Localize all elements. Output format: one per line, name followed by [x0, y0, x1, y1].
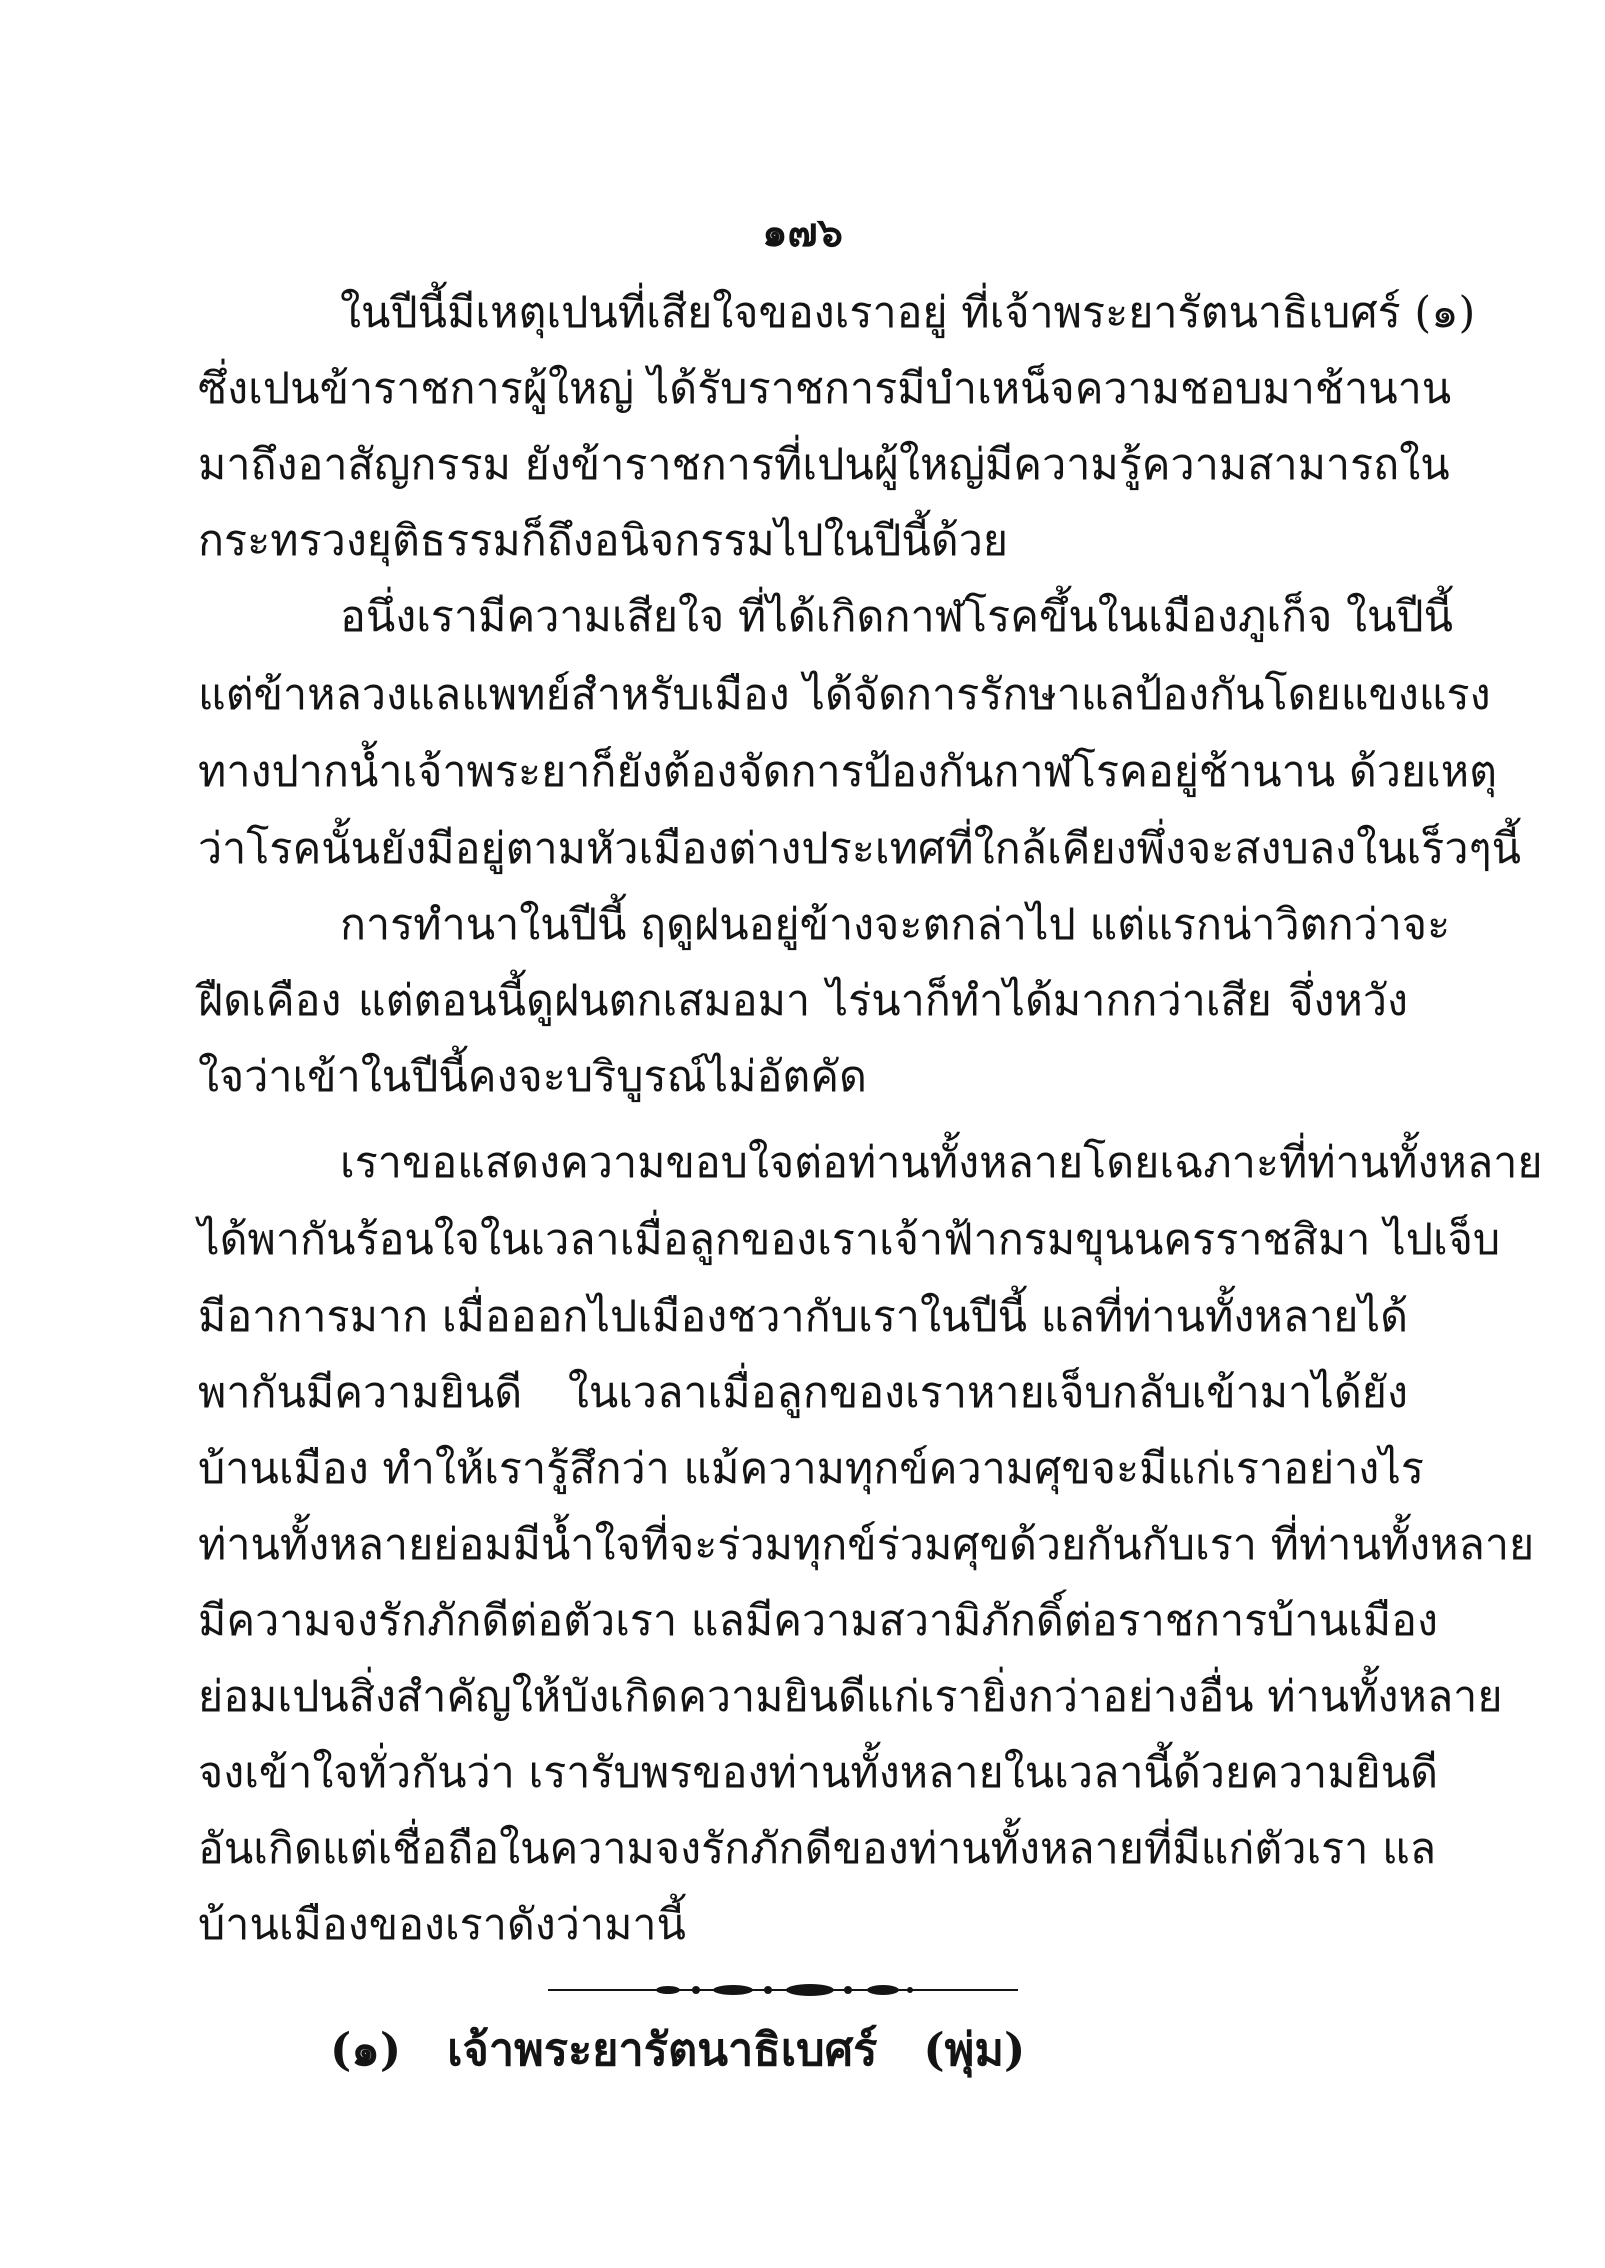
ornamental-divider [548, 1980, 1018, 2000]
text-line: ได้พากันร้อนใจในเวลาเมื่อลูกของเราเจ้าฟ้ากรมขุนนครราชสิมา ไปเจ็บ [198, 1215, 1501, 1265]
text-line: บ้านเมือง ทำให้เรารู้สึกว่า แม้ความทุกข์ความศุขจะมีแก่เราอย่างไร [198, 1444, 1425, 1494]
text-line: ว่าโรคนั้นยังมีอยู่ตามหัวเมืองต่างประเทศที่ใกล้เคียงพึ่งจะสงบลงในเร็วๆนี้ [198, 824, 1521, 874]
text-line: ทางปากน้ำเจ้าพระยาก็ยังต้องจัดการป้องกันกาฬโรคอยู่ช้านาน ด้วยเหตุ [198, 747, 1498, 797]
text-line: ย่อมเปนสิ่งสำคัญให้บังเกิดความยินดีแก่เรายิ่งกว่าอย่างอื่น ท่านทั้งหลาย [198, 1672, 1503, 1722]
text-line: ซึ่งเปนข้าราชการผู้ใหญ่ ได้รับราชการมีบำเหน็จความชอบมาช้านาน [198, 364, 1452, 414]
text-line: บ้านเมืองของเราดังว่ามานี้ [198, 1900, 686, 1950]
text-line: พากันมีความยินดี ในเวลาเมื่อลูกของเราหายเจ็บกลับเข้ามาได้ยัง [198, 1368, 1408, 1418]
text-line: การทำนาในปีนี้ ฤดูฝนอยู่ข้างจะตกล่าไป แต่แรกน่าวิตกว่าจะ [340, 900, 1451, 950]
text-line: ท่านทั้งหลายย่อมมีน้ำใจที่จะร่วมทุกข์ร่วมศุขด้วยกันกับเรา ที่ท่านทั้งหลาย [198, 1520, 1535, 1570]
text-line: แต่ข้าหลวงแลแพทย์สำหรับเมือง ได้จัดการรักษาแลป้องกันโดยแขงแรง [198, 670, 1491, 720]
text-line: ใจว่าเข้าในปีนี้คงจะบริบูรณ์ไม่อัตคัด [198, 1052, 867, 1102]
text-line: อันเกิดแต่เชื่อถือในความจงรักภักดีของท่านทั้งหลายที่มีแก่ตัวเรา แล [198, 1824, 1437, 1874]
text-line: มีความจงรักภักดีต่อตัวเรา แลมีความสวามิภักดิ์ต่อราชการบ้านเมือง [198, 1596, 1438, 1646]
text-line: กระทรวงยุติธรรมก็ถึงอนิจกรรมไปในปีนี้ด้วย [198, 516, 1009, 566]
text-line: มีอาการมาก เมื่อออกไปเมืองชวากับเราในปีนี้ แลที่ท่านทั้งหลายได้ [198, 1292, 1408, 1342]
text-line: ฝืดเคือง แต่ตอนนี้ดูฝนตกเสมอมา ไร่นาก็ทำได้มากกว่าเสีย จึ่งหวัง [198, 976, 1408, 1026]
footnote-name: เจ้าพระยารัตนาธิเบศร์ [447, 2023, 878, 2076]
text-line: มาถึงอาสัญกรรม ยังข้าราชการที่เปนผู้ใหญ่มีความรู้ความสามารถใน [198, 440, 1450, 490]
footnote [330, 2010, 1130, 2090]
text-line: จงเข้าใจทั่วกันว่า เรารับพรของท่านทั้งหลายในเวลานี้ด้วยความยินดี [198, 1748, 1439, 1798]
text-line: ในปีนี้มีเหตุเปนที่เสียใจของเราอยู่ ที่เจ้าพระยารัตนาธิเบศร์ (๑) [340, 288, 1476, 338]
page-number: ๑๗๖ [762, 209, 843, 256]
footnote-marker: (๑) [330, 2023, 402, 2076]
text-line: อนึ่งเรามีความเสียใจ ที่ได้เกิดกาฬโรคขึ้นในเมืองภูเก็จ ในปีนี้ [340, 592, 1454, 642]
text-line: เราขอแสดงความขอบใจต่อท่านทั้งหลายโดยเฉภาะที่ท่านทั้งหลาย [340, 1138, 1543, 1188]
footnote-alias: (พุ่ม) [923, 2023, 1026, 2076]
